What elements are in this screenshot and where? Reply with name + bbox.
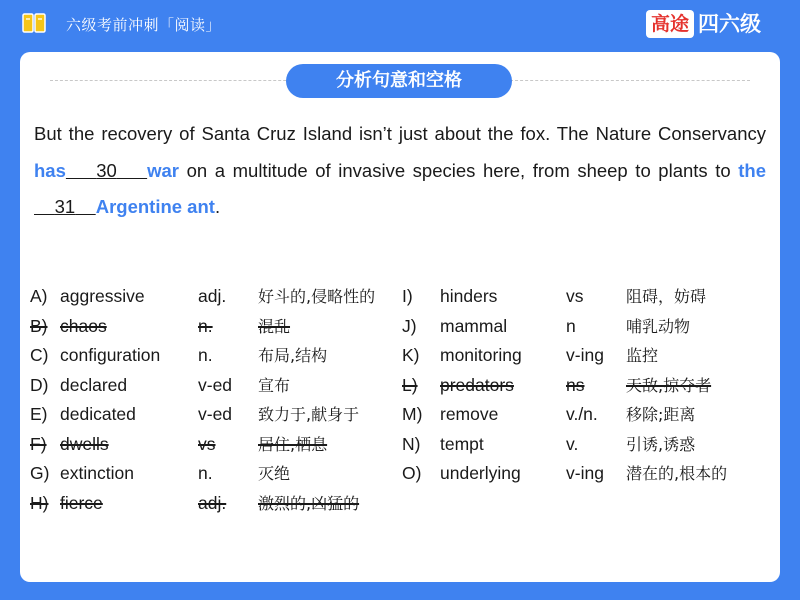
course-title: 六级考前冲刺「阅读」: [66, 16, 222, 34]
word-part-of-speech: n: [566, 315, 576, 336]
word-letter: C): [30, 345, 49, 365]
word-letter: J): [402, 315, 417, 336]
word-option-o: [402, 459, 772, 488]
word-meaning: 阻碍，妨碍: [626, 287, 707, 306]
word-part-of-speech: ns: [566, 374, 585, 395]
passage-text: [34, 116, 766, 226]
word-meaning: 混乱: [258, 316, 291, 336]
word-meaning: 致力于,献身于: [258, 405, 360, 424]
word-meaning: 监控: [626, 346, 659, 365]
word-text: declared: [60, 374, 128, 395]
blank-30: [66, 160, 147, 181]
word-letter: D): [30, 374, 49, 395]
word-text: aggressive: [60, 286, 145, 306]
word-letter: N): [402, 433, 421, 454]
word-letter: F): [30, 433, 47, 454]
word-option-n: [402, 430, 772, 459]
keyword-has: has: [34, 159, 66, 181]
word-meaning: 潜在的,根本的: [626, 464, 728, 483]
word-option-d: [30, 371, 400, 400]
word-letter: H): [30, 492, 49, 513]
word-letter: O): [402, 463, 422, 483]
word-part-of-speech: v.: [566, 433, 579, 454]
word-text: configuration: [60, 345, 161, 365]
word-letter: G): [30, 463, 50, 483]
word-letter: B): [30, 315, 48, 336]
word-meaning: 哺乳动物: [626, 316, 691, 336]
word-option-f: [30, 430, 400, 459]
word-letter: A): [30, 286, 48, 306]
word-text: dedicated: [60, 404, 136, 424]
word-option-h: [30, 489, 400, 518]
word-part-of-speech: vs: [566, 286, 584, 306]
passage-part-3: .: [214, 196, 221, 217]
word-option-j: [402, 312, 772, 341]
word-meaning: 灭绝: [258, 464, 291, 483]
word-meaning: 宣布: [258, 375, 291, 395]
word-part-of-speech: v-ing: [566, 463, 604, 483]
word-option-c: [30, 341, 400, 370]
word-text: chaos: [60, 315, 107, 336]
word-meaning: 激烈的,凶猛的: [258, 493, 360, 513]
brand-logo: [646, 8, 761, 40]
word-meaning: 移除;距离: [626, 405, 696, 424]
keyword-the: the: [738, 159, 767, 181]
divider-left: [50, 80, 306, 81]
logo-box: 高途: [646, 10, 694, 38]
word-letter: M): [402, 404, 423, 424]
word-text: tempt: [440, 433, 484, 454]
word-text: remove: [440, 404, 499, 424]
word-meaning: 布局,结构: [258, 346, 328, 365]
blank-30-number: 30: [96, 159, 117, 181]
top-bar: [0, 0, 800, 52]
word-part-of-speech: adj.: [198, 492, 227, 513]
word-option-g: [30, 459, 400, 488]
word-part-of-speech: vs: [198, 433, 216, 454]
word-meaning: 引诱,诱惑: [626, 434, 696, 454]
word-letter: E): [30, 404, 48, 424]
word-part-of-speech: adj.: [198, 286, 227, 306]
word-text: mammal: [440, 315, 508, 336]
word-letter: K): [402, 345, 420, 365]
word-letter: I): [402, 286, 413, 306]
word-option-i: [402, 282, 772, 311]
passage-part-1: But the recovery of Santa Cruz Island isn’t just about the fox. The Nature Conservancy: [34, 123, 766, 144]
word-text: predators: [440, 374, 514, 395]
word-text: underlying: [440, 463, 521, 483]
divider-right: [510, 80, 750, 81]
word-text: hinders: [440, 286, 498, 306]
word-meaning: 天敌,掠夺者: [626, 375, 712, 395]
word-text: fierce: [60, 492, 103, 513]
word-letter: L): [402, 374, 418, 395]
word-option-e: [30, 400, 400, 429]
word-option-l: [402, 371, 772, 400]
word-meaning: 居住,栖息: [258, 434, 328, 454]
word-part-of-speech: v-ed: [198, 404, 233, 424]
word-part-of-speech: n.: [198, 463, 213, 483]
word-option-m: [402, 400, 772, 429]
content-card: [20, 52, 780, 582]
section-title: 分析句意和空格: [286, 64, 512, 98]
word-option-k: [402, 341, 772, 370]
word-part-of-speech: v-ing: [566, 345, 604, 365]
word-part-of-speech: n.: [198, 345, 213, 365]
blank-31: [34, 196, 96, 217]
word-part-of-speech: v./n.: [566, 404, 598, 424]
word-meaning: 好斗的,侵略性的: [258, 287, 376, 306]
blank-31-number: 31: [54, 196, 76, 217]
word-part-of-speech: v-ed: [198, 374, 233, 395]
word-part-of-speech: n.: [198, 315, 213, 336]
keyword-war: war: [147, 159, 180, 181]
logo-text: 四六级: [698, 12, 762, 36]
book-icon: [22, 12, 48, 34]
word-option-b: [30, 312, 400, 341]
keyword-argentine-ant: Argentine ant: [95, 196, 215, 217]
passage-part-2: on a multitude of invasive species here, from sheep to plants to: [179, 159, 739, 181]
word-text: extinction: [60, 463, 134, 483]
word-option-a: [30, 282, 400, 311]
word-text: monitoring: [440, 345, 522, 365]
word-text: dwells: [60, 433, 109, 454]
